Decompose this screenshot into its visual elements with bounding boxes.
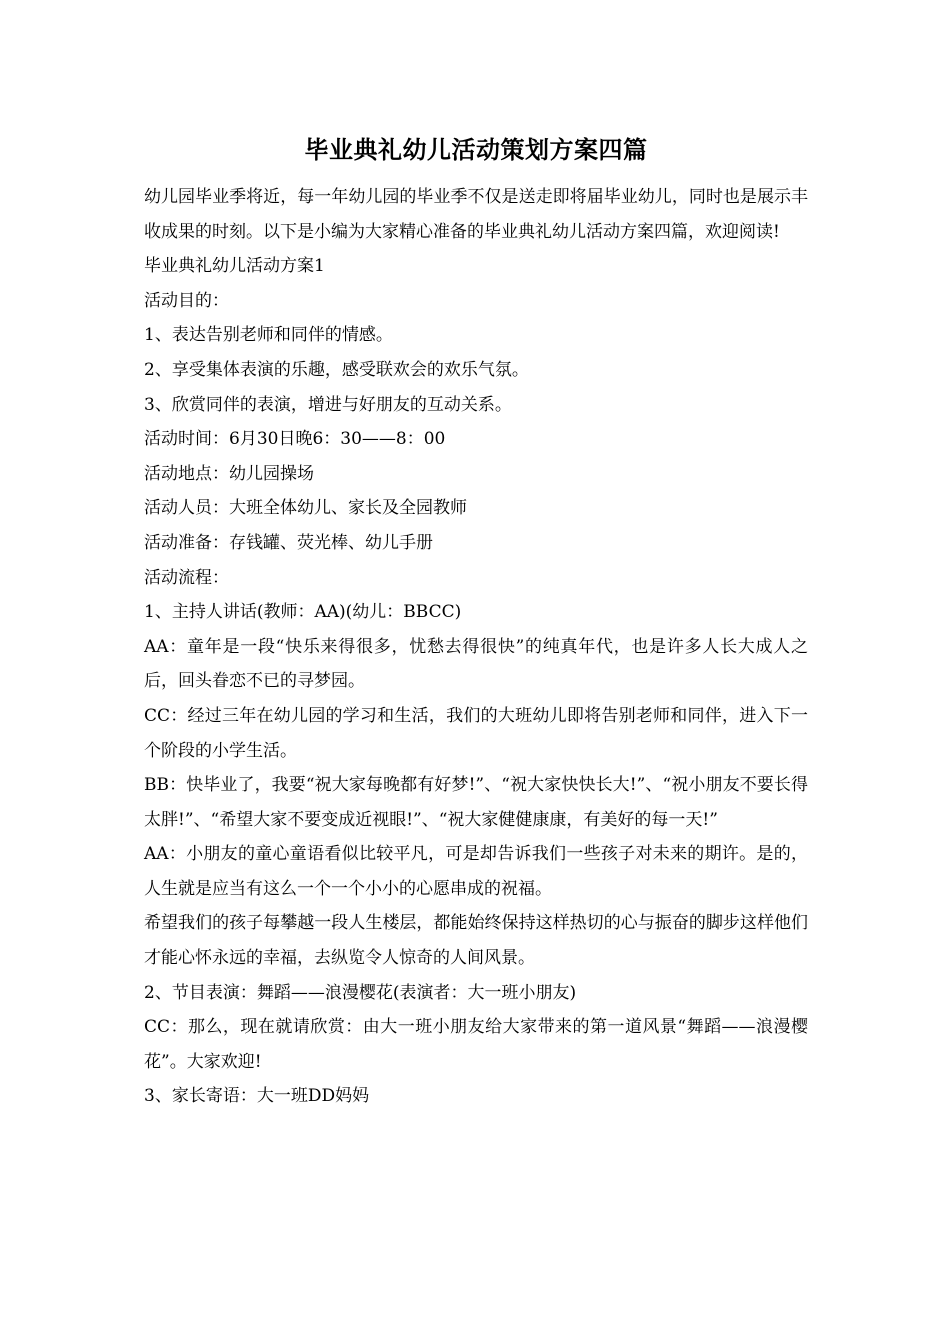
paragraph-step-1: 1、主持人讲话(教师：AA)(幼儿：BBCC) bbox=[144, 602, 462, 623]
paragraph-aa-speech-2: AA：小朋友的童心童语看似比较平凡，可是却告诉我们一些孩子对未来的期许。是的，人生就是应当有这么一个一个小小的心愿串成的祝福。 bbox=[144, 844, 808, 899]
paragraph-goal-2: 2、享受集体表演的乐趣，感受联欢会的欢乐气氛。 bbox=[144, 359, 529, 380]
paragraph-step-2: 2、节目表演：舞蹈——浪漫樱花(表演者：大一班小朋友) bbox=[144, 982, 577, 1003]
paragraph-preparation: 活动准备：存钱罐、荧光棒、幼儿手册 bbox=[144, 532, 433, 553]
paragraph-intro: 幼儿园毕业季将近，每一年幼儿园的毕业季不仅是送走即将届毕业幼儿，同时也是展示丰收成果的时刻。以下是小编为大家精心准备的毕业典礼幼儿活动方案四篇，欢迎阅读! bbox=[144, 187, 808, 242]
paragraph-cc-speech-1: CC：经过三年在幼儿园的学习和生活，我们的大班幼儿即将告别老师和同伴，进入下一个阶段的小学生活。 bbox=[144, 705, 808, 761]
paragraph-goal-3: 3、欣赏同伴的表演，增进与好朋友的互动关系。 bbox=[144, 394, 512, 415]
paragraph-step-3: 3、家长寄语：大一班DD妈妈 bbox=[144, 1086, 370, 1107]
paragraph-location: 活动地点：幼儿园操场 bbox=[144, 463, 314, 484]
paragraph-time: 活动时间：6月30日晚6：30——8：00 bbox=[144, 429, 446, 450]
document-page bbox=[144, 120, 808, 1114]
paragraph-goal-label: 活动目的： bbox=[144, 290, 229, 311]
paragraph-cc-speech-2: CC：那么，现在就请欣赏：由大一班小朋友给大家带来的第一道风景“舞蹈——浪漫樱花”。大家欢迎! bbox=[144, 1017, 808, 1072]
paragraph-section-heading: 毕业典礼幼儿活动方案1 bbox=[144, 256, 325, 277]
paragraph-aa-speech-1: AA：童年是一段“快乐来得很多，忧愁去得很快”的纯真年代，也是许多人长大成人之后，回头眷恋不已的寻梦园。 bbox=[144, 636, 808, 692]
document-title: 毕业典礼幼儿活动策划方案四篇 bbox=[304, 135, 648, 164]
paragraph-participants: 活动人员：大班全体幼儿、家长及全园教师 bbox=[144, 498, 467, 519]
paragraph-process-label: 活动流程： bbox=[144, 567, 229, 588]
paragraph-bb-speech: BB：快毕业了，我要“祝大家每晚都有好梦!”、“祝大家快快长大!”、“祝小朋友不要长得太胖!”、“希望大家不要变成近视眼!”、“祝大家健健康康，有美好的每一天!” bbox=[144, 775, 808, 830]
paragraph-hope: 希望我们的孩子每攀越一段人生楼层，都能始终保持这样热切的心与振奋的脚步这样他们才能心怀永远的幸福，去纵览令人惊奇的人间风景。 bbox=[144, 913, 808, 969]
paragraph-goal-1: 1、表达告别老师和同伴的情感。 bbox=[144, 325, 393, 346]
